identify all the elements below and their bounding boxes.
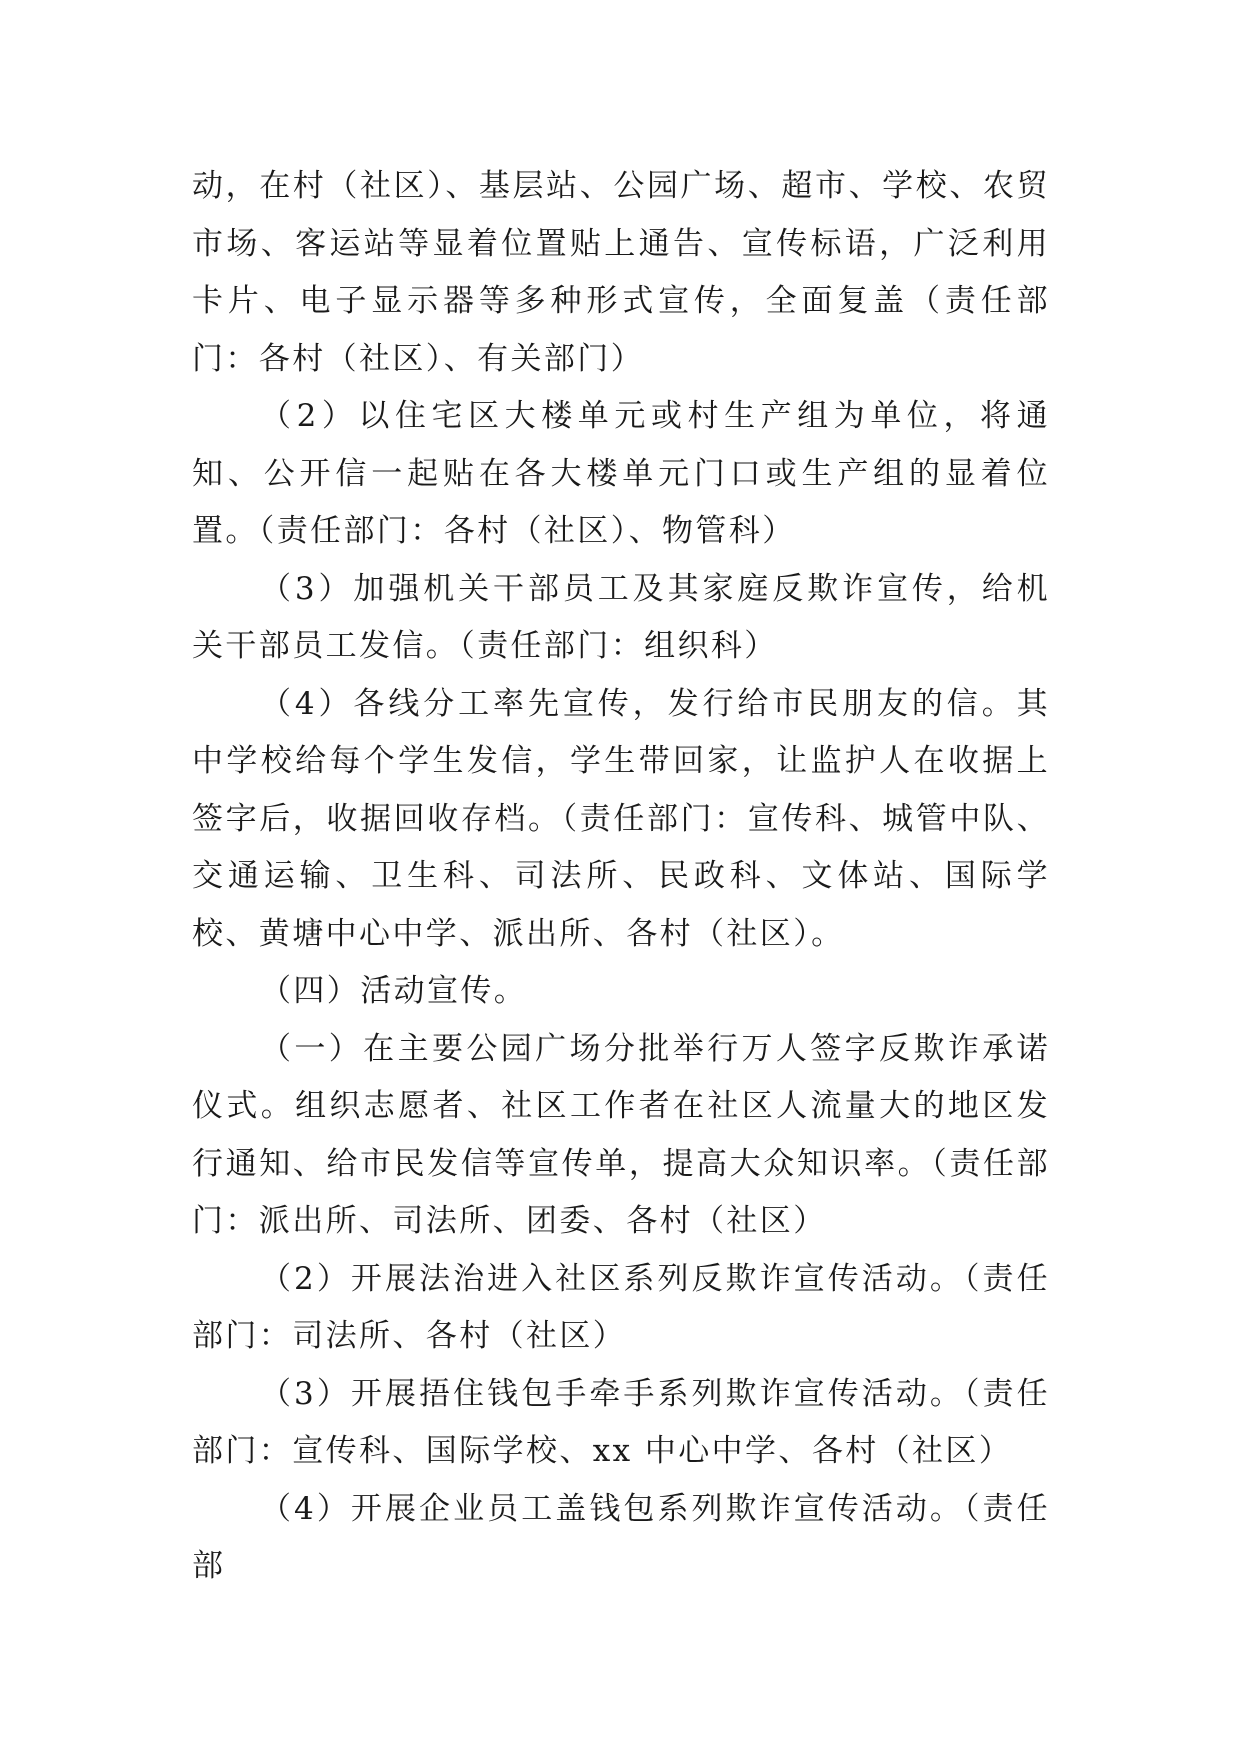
paragraph-activity-3: （3）开展捂住钱包手牵手系列欺诈宣传活动。（责任部门：宣传科、国际学校、xx 中心中学、各村（社区）: [192, 1375, 1050, 1469]
paragraph-item-3: （3）加强机关干部员工及其家庭反欺诈宣传，给机关干部员工发信。（责任部门：组织科）: [192, 570, 1050, 664]
body-text: [192, 158, 1050, 1596]
paragraph-continuation: 动，在村（社区）、基层站、公园广场、超市、学校、农贸市场、客运站等显着位置贴上通告、宣传标语，广泛利用卡片、电子显示器等多种形式宣传，全面复盖（责任部门：各村（社区）、有关部门）: [192, 168, 1050, 377]
paragraph-activity-4: （4）开展企业员工盖钱包系列欺诈宣传活动。（责任部: [192, 1490, 1050, 1584]
section-heading-activity: （四）活动宣传。: [260, 973, 528, 1009]
paragraph-item-2: （2）以住宅区大楼单元或村生产组为单位，将通知、公开信一起贴在各大楼单元门口或生产组的显着位置。（责任部门：各村（社区）、物管科）: [192, 398, 1050, 549]
paragraph-activity-2: （2）开展法治进入社区系列反欺诈宣传活动。（责任部门：司法所、各村（社区）: [192, 1260, 1050, 1354]
paragraph-item-4: （4）各线分工率先宣传，发行给市民朋友的信。其中学校给每个学生发信，学生带回家，让监护人在收据上签字后，收据回收存档。（责任部门：宣传科、城管中队、交通运输、卫生科、司法所、民政科、文体站、国际学校、黄塘中心中学、派出所、各村（社区）。: [192, 685, 1050, 952]
paragraph-activity-1: （一）在主要公园广场分批举行万人签字反欺诈承诺仪式。组织志愿者、社区工作者在社区人流量大的地区发行通知、给市民发信等宣传单，提高大众知识率。（责任部门：派出所、司法所、团委、各村（社区）: [192, 1030, 1050, 1239]
